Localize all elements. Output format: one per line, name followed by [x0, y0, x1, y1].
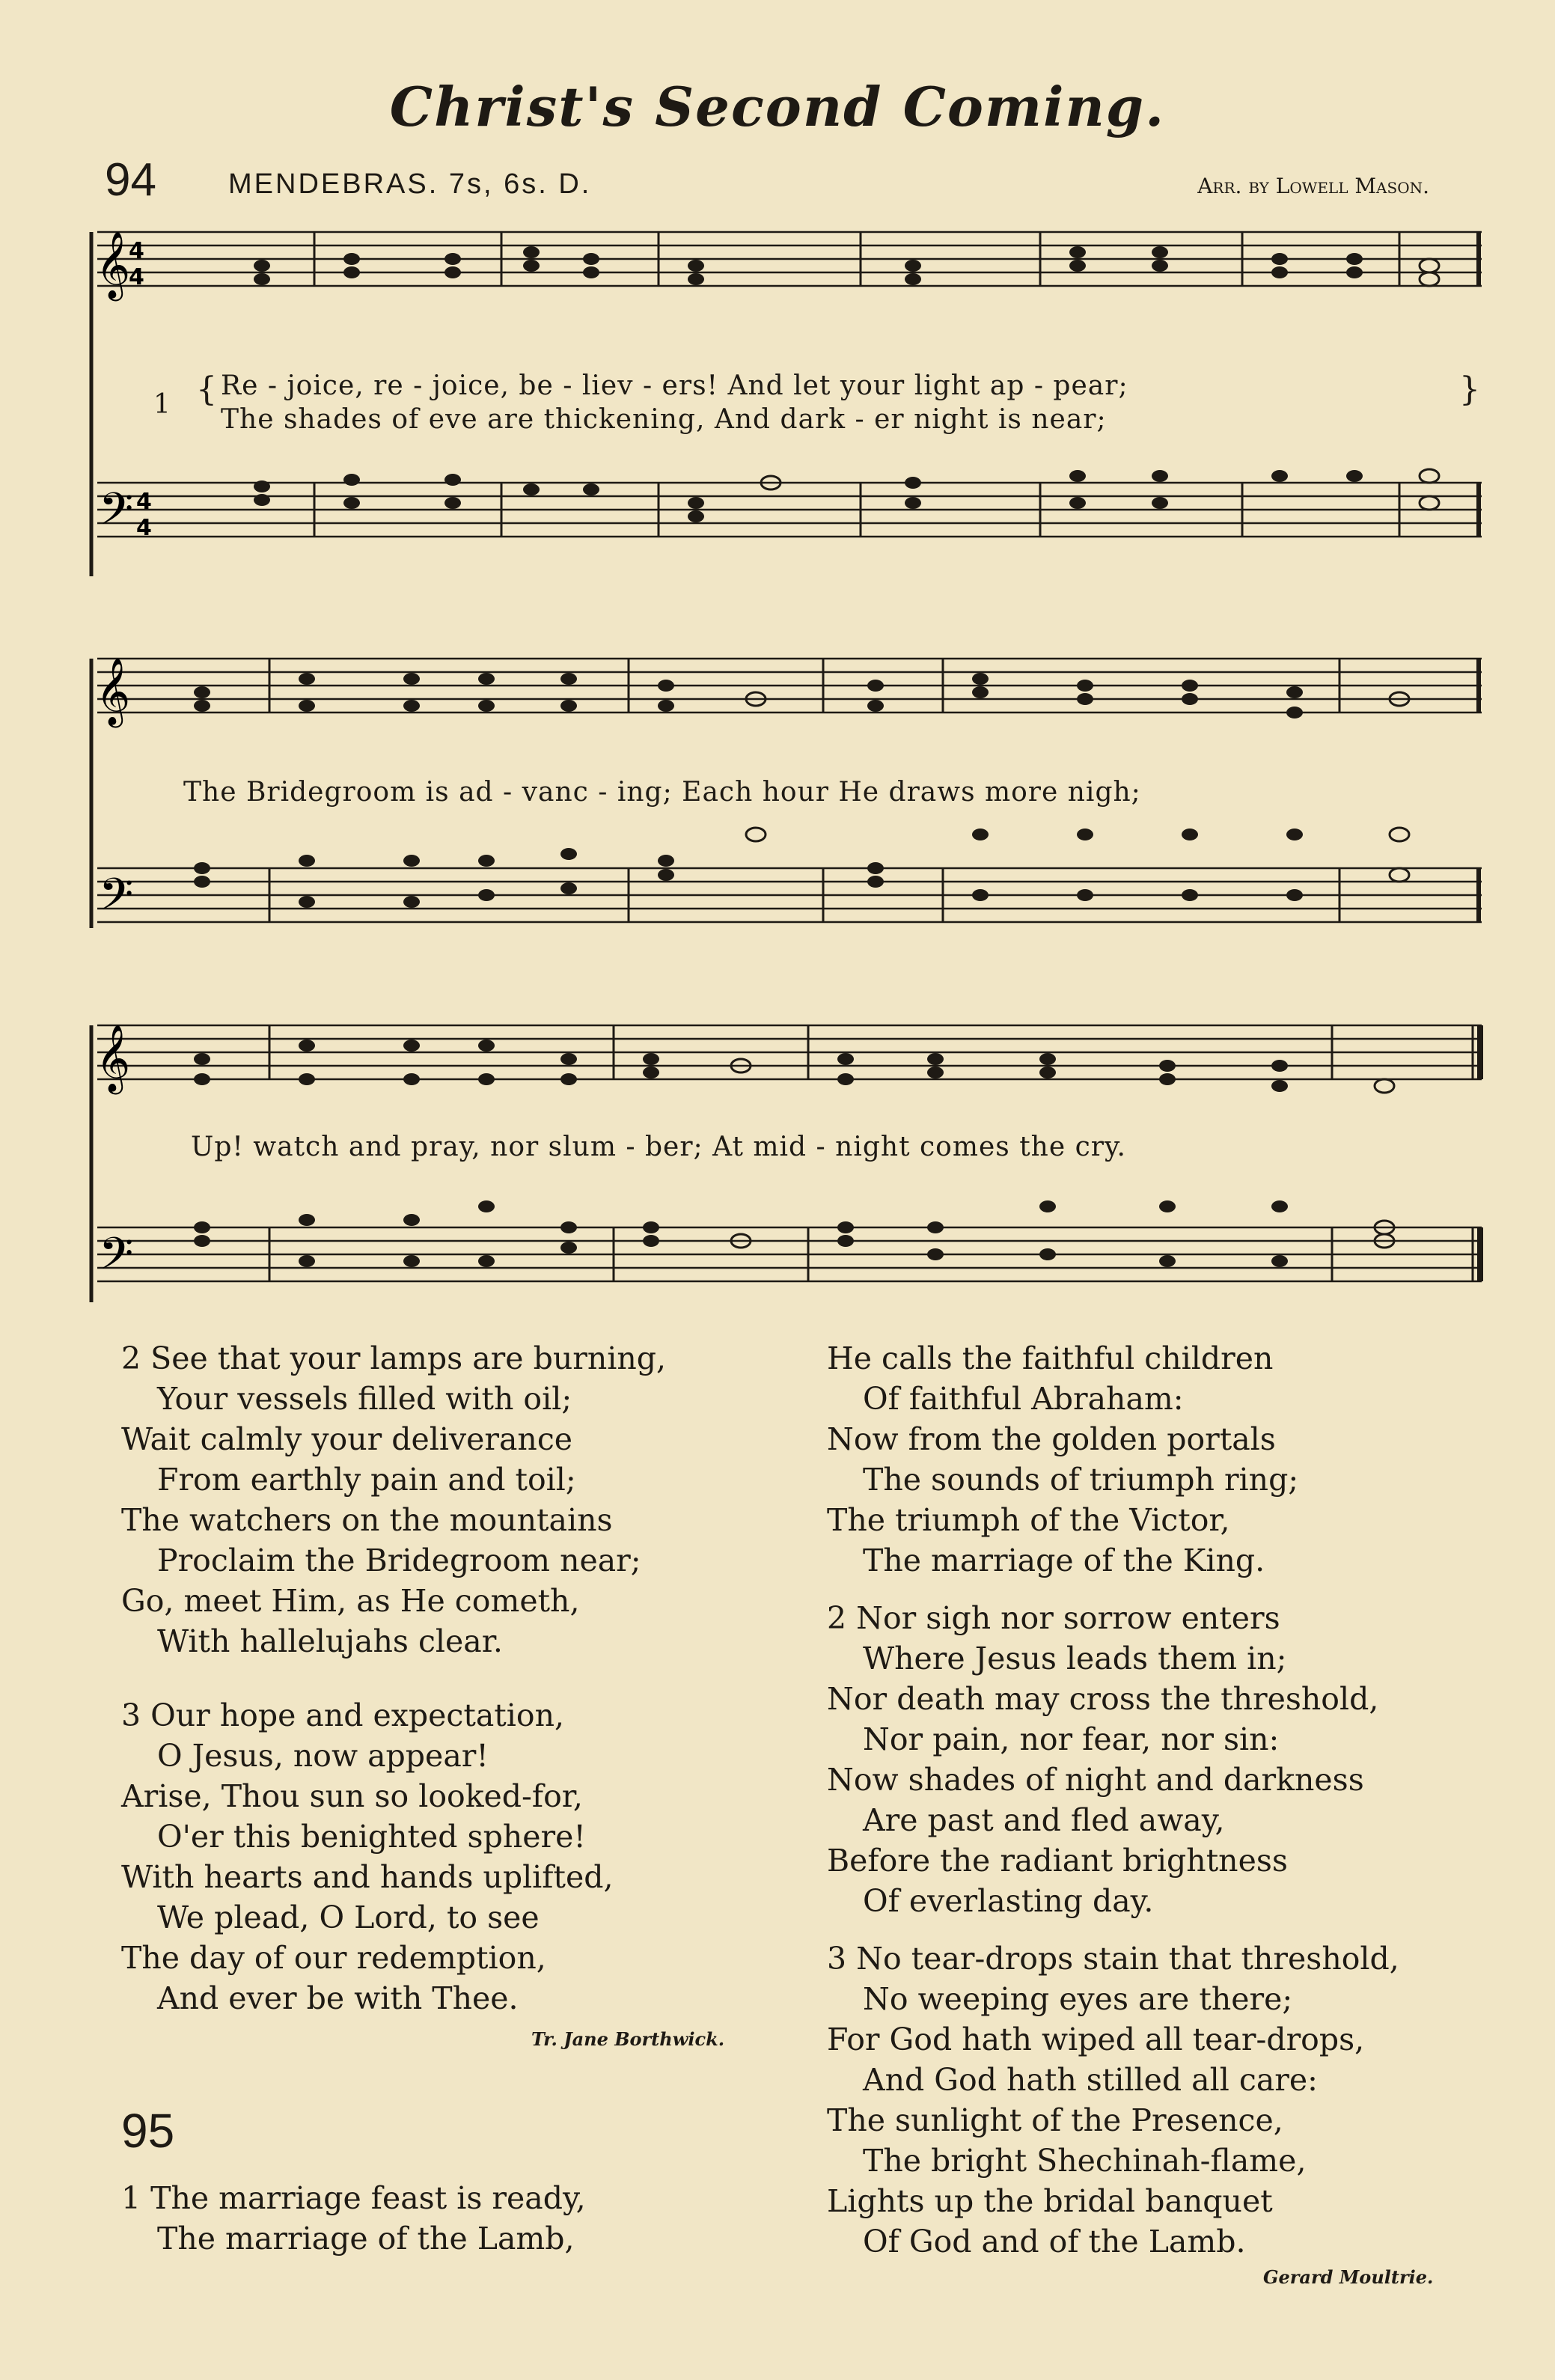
treble-notes — [254, 246, 1439, 286]
lyric-brace-left: { — [196, 370, 217, 409]
hymn-95-number: 95 — [121, 2104, 175, 2158]
treble-clef-icon: 𝄞 — [96, 658, 131, 725]
treble-clef-icon: 𝄞 — [96, 231, 131, 299]
hymn95-verse-3: 3 No tear-drops stain that threshold, No weeping eyes are there; For God hath wiped all tear-drops, And God hath stilled all care: The sunlight of the Presence, The bright Shechinah-flame, Lights up the bridal banquet Of God and of the Lamb. — [827, 1941, 1399, 2260]
lyric-line-2: The Bridegroom is ad - vanc - ing; Each hour He draws more nigh; — [183, 777, 1141, 808]
time-signature: 4 — [129, 238, 144, 264]
lyric-line-1b: The shades of eve are thickening, And dark - er night is near; — [221, 404, 1107, 435]
hymn95-verse-1-cont: He calls the faithful children Of faithful Abraham: Now from the golden portals The sounds of triumph ring; The triumph of the Victor, The marriage of the King. — [827, 1340, 1299, 1578]
arranger-credit: Arr. by Lowell Mason. — [1197, 174, 1429, 198]
lyric-line-1a: Re - joice, re - joice, be - liev - ers! And let your light ap - pear; — [221, 370, 1128, 401]
music-system-3 — [82, 1003, 1489, 1325]
hymn-number: 94 — [105, 154, 156, 206]
lyric-verse-number: 1 — [153, 389, 171, 420]
treble-clef-icon: 𝄞 — [96, 1025, 131, 1092]
svg-text:4: 4 — [136, 489, 152, 515]
music-system-2 — [82, 644, 1489, 973]
tune-name: MENDEBRAS. 7s, 6s. D. — [228, 168, 592, 200]
bass-clef-icon: 𝄢 — [99, 483, 134, 546]
page-title: Christ's Second Coming. — [389, 75, 1166, 138]
translator-credit: Tr. Jane Borthwick. — [531, 2028, 725, 2050]
hymn95-verse-1-start: 1 The marriage feast is ready, The marriage of the Lamb, — [121, 2180, 586, 2257]
lyric-line-3: Up! watch and pray, nor slum - ber; At mid - night comes the cry. — [191, 1132, 1126, 1162]
hymn94-verse-2: 2 See that your lamps are burning, Your vessels filled with oil; Wait calmly your deliverance From earthly pain and toil; The watchers on the mountains Proclaim the Bridegroom near; Go, meet Him, as He cometh, With hallelujahs clear. — [121, 1340, 667, 1659]
lyric-brace-right: } — [1459, 370, 1480, 409]
author-credit: Gerard Moultrie. — [1263, 2266, 1434, 2288]
bass-staff — [97, 483, 1482, 537]
svg-text:4: 4 — [129, 264, 144, 290]
svg-text:4: 4 — [136, 515, 152, 541]
hymn94-verse-3: 3 Our hope and expectation, O Jesus, now appear! Arise, Thou sun so looked-for, O'er this benighted sphere! With hearts and hands uplifted, We plead, O Lord, to see The day of our redemption, And ever be with Thee. — [121, 1697, 614, 2016]
hymn95-verse-2: 2 Nor sigh nor sorrow enters Where Jesus leads them in; Nor death may cross the threshold, Nor pain, nor fear, nor sin: Now shades of night and darkness Are past and fled away, Before the radiant brightness Of everlasting day. — [827, 1600, 1379, 1919]
bass-clef-icon: 𝄢 — [99, 1227, 134, 1290]
bass-clef-icon: 𝄢 — [99, 868, 134, 931]
